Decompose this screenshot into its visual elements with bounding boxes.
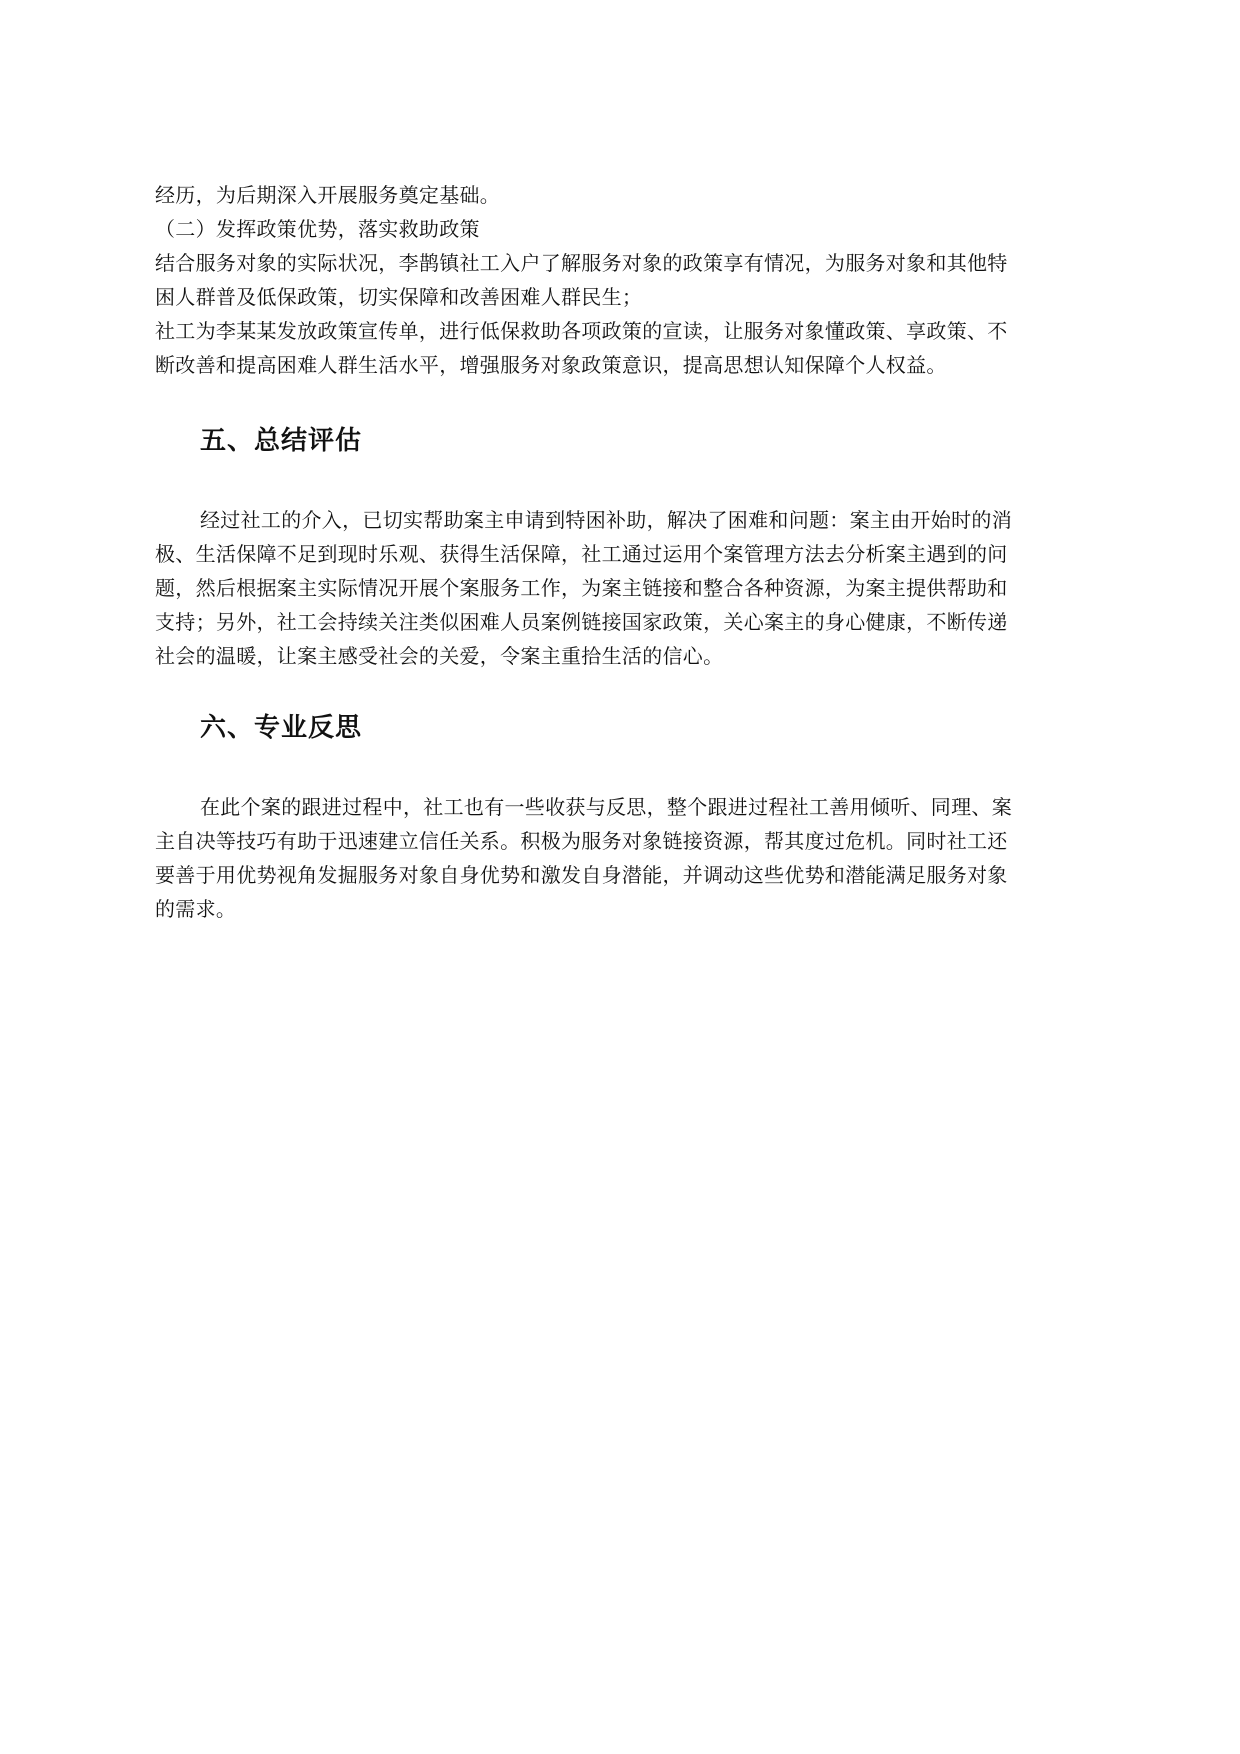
paragraph-line: 结合服务对象的实际状况，李鹊镇社工入户了解服务对象的政策享有情况，为服务对象和其他特 <box>155 251 1008 275</box>
paragraph-line: 社会的温暖，让案主感受社会的关爱，令案主重拾生活的信心。 <box>155 644 724 668</box>
paragraph-line: 的需求。 <box>155 897 237 921</box>
paragraph-line: 在此个案的跟进过程中，社工也有一些收获与反思，整个跟进过程社工善用倾听、同理、案 <box>200 795 1012 819</box>
section4-tail <box>155 178 1085 382</box>
paragraph-line: 困人群普及低保政策，切实保障和改善困难人群民生； <box>155 285 643 309</box>
paragraph-line: 社工为李某某发放政策宣传单，进行低保救助各项政策的宣读，让服务对象懂政策、享政策、不 <box>155 319 1008 343</box>
paragraph-line: 要善于用优势视角发掘服务对象自身优势和激发自身潜能，并调动这些优势和潜能满足服务对象 <box>155 863 1008 887</box>
paragraph-line: 主自决等技巧有助于迅速建立信任关系。积极为服务对象链接资源，帮其度过危机。同时社工还 <box>155 829 1008 853</box>
paragraph-line: 经历，为后期深入开展服务奠定基础。 <box>155 183 501 207</box>
paragraph-line: 支持；另外，社工会持续关注类似困难人员案例链接国家政策，关心案主的身心健康，不断传递 <box>155 610 1008 634</box>
paragraph-line: 经过社工的介入，已切实帮助案主申请到特困补助，解决了困难和问题：案主由开始时的消 <box>200 508 1012 532</box>
section5-paragraph <box>155 503 1085 673</box>
paragraph-line: 断改善和提高困难人群生活水平，增强服务对象政策意识，提高思想认知保障个人权益。 <box>155 353 947 377</box>
paragraph-line: 题，然后根据案主实际情况开展个案服务工作，为案主链接和整合各种资源，为案主提供帮助和 <box>155 576 1008 600</box>
subsection-title: （二）发挥政策优势，落实救助政策 <box>155 217 480 241</box>
section5-heading: 五、总结评估 <box>200 426 363 456</box>
paragraph-line: 极、生活保障不足到现时乐观、获得生活保障，社工通过运用个案管理方法去分析案主遇到的问 <box>155 542 1008 566</box>
section6-paragraph <box>155 790 1085 926</box>
section6-heading: 六、专业反思 <box>200 713 363 743</box>
